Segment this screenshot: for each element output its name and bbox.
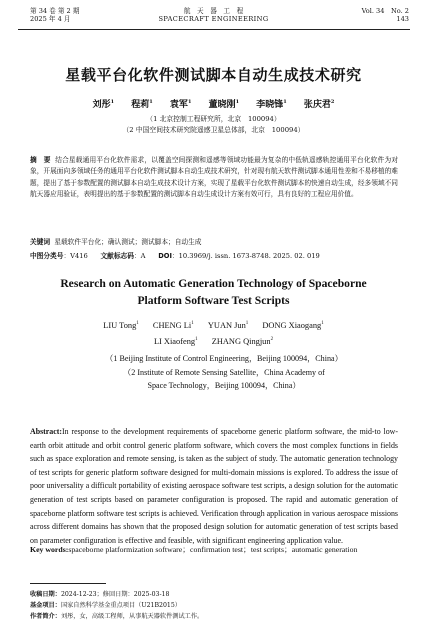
affiliation-cn: （1 北京控制工程研究所，北京 100094） xyxy=(146,115,281,123)
authors-cn xyxy=(0,97,427,110)
affiliation-en: （1 Beijing Institute of Control Engineering，Beijing 100094，China） xyxy=(105,354,343,363)
author-en: ZHANG Qingjun$^2$ xyxy=(211,337,274,346)
abstract-cn-label: 摘 要 xyxy=(30,156,51,164)
doi-value: 10.3969/j. issn. 1673-8748. 2025. 02. 019 xyxy=(178,252,320,260)
keywords-cn-text: 星载软件平台化；确认测试；测试脚本；自动生成 xyxy=(54,238,202,246)
abstract-cn-text: 结合星载通用平台化软件需求，以覆盖空间探测和遥感等领域功能最为复杂的中低轨遥感轨控通用平台化软件为对象，开展面向多领域任务的通用平台化软件测试脚本自动生成技术研究，针对现有航天软件测试脚本通用性差和不易移植的难题，提出了基于参数配置的测试脚本自动生成技术设计方案，实现了星载平台化软件测试脚本的快速自动生成，经多领域不同航天器应用验证，表明提出的基于参数配置的测试脚本自动生成设计方案有效可行，具有良好的工程应用价值。 xyxy=(30,156,399,199)
header-rule xyxy=(18,29,410,30)
volume-issue: 第 34 卷 第 2 期 xyxy=(30,7,80,15)
affiliation-en: Space Technology，Beijing 100094，China） xyxy=(147,381,301,390)
author-en: LI Xiaofeng$^1$ xyxy=(153,337,198,346)
keywords-cn-label: 关键词 xyxy=(30,238,51,246)
author-cn: 董晓刚$^1$ xyxy=(208,99,240,110)
doi-label: DOI xyxy=(158,252,172,260)
affiliation-cn: （2 中国空间技术研究院遥感卫星总体部，北京 100094） xyxy=(122,126,305,134)
page-number: 143 xyxy=(396,15,409,23)
doc-code-label: 文献标志码 xyxy=(100,252,134,260)
title-en-line: Platform Software Test Scripts xyxy=(137,294,290,307)
title-en xyxy=(0,275,427,309)
volume-issue-en: Vol. 34 No. 2 xyxy=(361,7,409,15)
abstract-en-text: In response to the development requirements of spaceborne generic platform software, the mid-to low-earth orbit attitude and orbit control generic platform software, which covers the most complex functions in fields such as space exploration and remote sensing, is taken as the subject of study. The automatic generation technology of test scripts for generic platform software designed for multi-domain missions is explored. To address the issue of poor universality a difficult portability of existing aerospace software test scripts, a design solution for the automatic generation of test scripts based on parameter configuration is proposed. The rapid and automatic generation of spaceborne platform software test scripts is achieved. Verification through application in various aerospace missions across different domains has shown that the proposed design solution for automatic generation of test scripts based on parameter configuration is effective and feasible, with significant engineering application value. xyxy=(30,427,398,545)
footnote-fund: 基金项目：国家自然科学基金重点项目（U21B2015） xyxy=(30,602,181,609)
author-cn: 程莉$^1$ xyxy=(131,99,153,110)
clc-value: V416 xyxy=(70,252,88,260)
author-en: YUAN Jun$^1$ xyxy=(207,321,249,330)
classification-line: 中图分类号：V416 文献标志码：A DOI：10.3969/j. issn. 1673-8748. 2025. 02. 019 xyxy=(30,252,320,260)
running-header-right xyxy=(362,7,409,23)
title-en-line: Research on Automatic Generation Technology of Spaceborne xyxy=(60,277,367,290)
publication-date: 2025 年 4 月 xyxy=(30,15,71,23)
author-en: CHENG Li$^1$ xyxy=(152,321,194,330)
keywords-en-label: Key words: xyxy=(30,545,69,554)
footnote-author-bio: 作者简介：刘彤，女，高级工程师，从事航天器软件测试工作。 xyxy=(30,613,204,620)
affiliation-en: （2 Institute of Remote Sensing Satellite，China Academy of xyxy=(123,368,325,377)
authors-en xyxy=(0,318,427,350)
abstract-cn xyxy=(30,155,398,201)
author-en: LIU Tong$^1$ xyxy=(103,321,139,330)
abstract-en-label: Abstract: xyxy=(30,427,62,436)
author-en: DONG Xiaogang$^1$ xyxy=(262,321,324,330)
doc-code-value: A xyxy=(140,252,146,260)
author-cn: 刘彤$^1$ xyxy=(92,99,115,110)
clc-label: 中图分类号 xyxy=(30,252,64,260)
footnote-rule xyxy=(30,583,106,584)
keywords-en-text: spaceborne platformization software；confirmation test；test scripts；automatic generation xyxy=(68,545,358,554)
author-cn: 李晓锋$^1$ xyxy=(256,99,287,110)
keywords-en xyxy=(30,544,410,555)
abstract-en xyxy=(30,425,398,547)
journal-name-en: SPACECRAFT ENGINEERING xyxy=(158,15,269,23)
author-cn: 张庆君$^2$ xyxy=(303,99,335,110)
title-cn: 星载平台化软件测试脚本自动生成技术研究 xyxy=(65,66,362,84)
footnote-received: 收稿日期：2024-12-23；修回日期：2025-03-18 xyxy=(30,591,170,598)
journal-name-cn: 航 天 器 工 程 xyxy=(183,7,244,15)
keywords-cn xyxy=(30,236,398,246)
author-cn: 袁军$^1$ xyxy=(169,99,192,110)
